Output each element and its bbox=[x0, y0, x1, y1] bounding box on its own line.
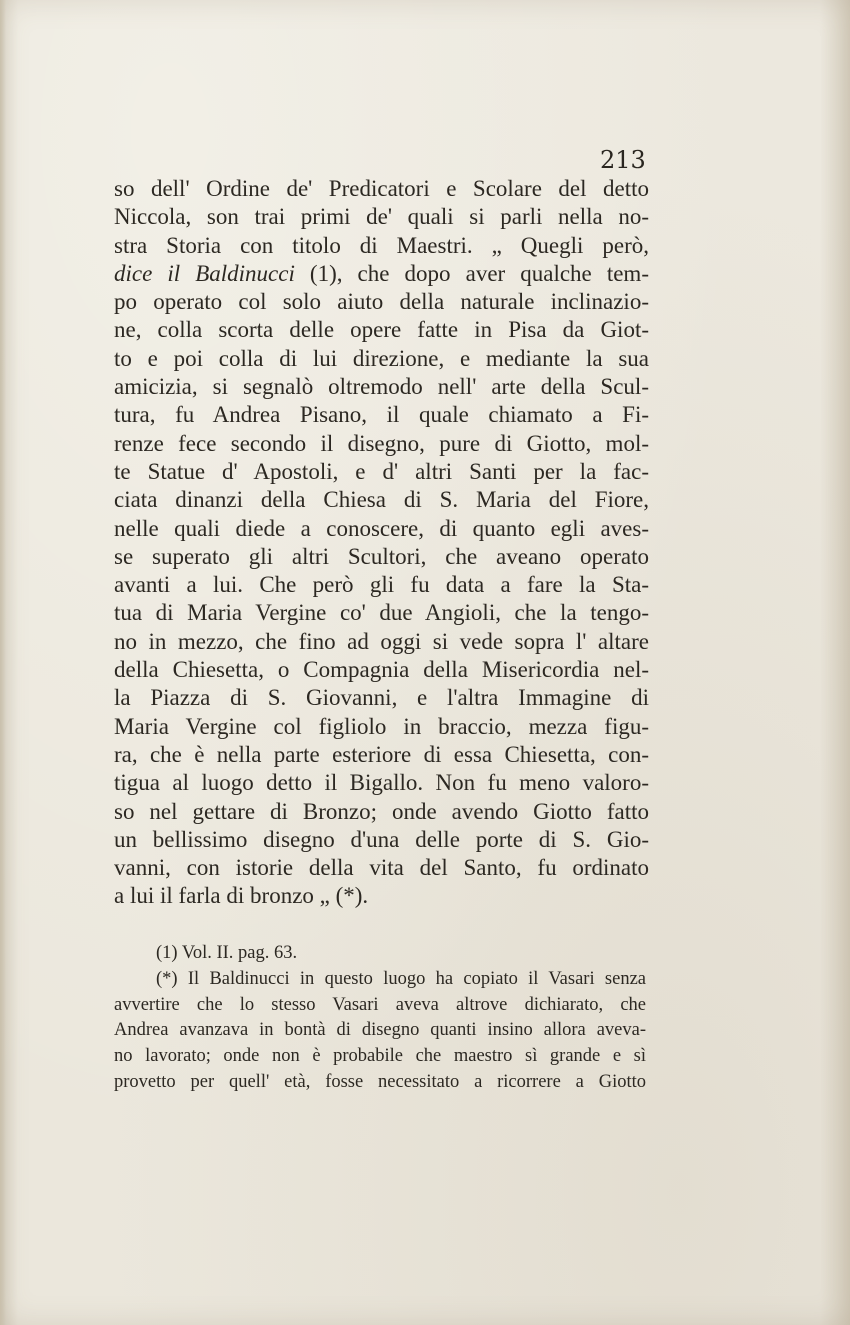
body-line-1: so dell' Ordine de' Predicatori e Scolare del detto bbox=[114, 176, 649, 201]
footnote-1: (1) Vol. II. pag. 63. bbox=[156, 943, 298, 963]
page-edge-shadow bbox=[0, 0, 6, 1325]
body-line-26: a lui il farla di bronzo „ (*). bbox=[114, 883, 369, 909]
body-line-4-rest: (1), che dopo aver qualche tem- bbox=[294, 260, 649, 286]
body-line-4 bbox=[114, 260, 649, 288]
italic-author-name: dice il Baldinucci bbox=[114, 260, 295, 286]
body-line-17: no in mezzo, che fino ad oggi si vede sopra l' altare bbox=[114, 628, 649, 654]
footnote-2-line-3: Andrea avanzava in bontà di disegno quanti insino allora aveva- bbox=[114, 1020, 646, 1041]
body-line-25: vanni, con istorie della vita del Santo, fu ordinato bbox=[114, 855, 649, 881]
body-line-7: to e poi colla di lui direzione, e mediante la sua bbox=[114, 345, 649, 371]
footnote-2-line-1: (*) Il Baldinucci in questo luogo ha copiato il Vasari senza bbox=[156, 968, 646, 989]
footnote-2-line-4: no lavorato; onde non è probabile che maestro sì grande e sì bbox=[114, 1046, 646, 1067]
body-line-16: tua di Maria Vergine co' due Angioli, che la tengo- bbox=[114, 600, 649, 626]
body-line-15: avanti a lui. Che però gli fu data a fare la Sta- bbox=[114, 572, 649, 598]
body-line-3: stra Storia con titolo di Maestri. „ Quegli però, bbox=[114, 232, 649, 258]
body-line-11: te Statue d' Apostoli, e d' altri Santi per la fac- bbox=[114, 458, 649, 484]
body-line-18: della Chiesetta, o Compagnia della Misericordia nel- bbox=[114, 657, 649, 683]
body-line-5: po operato col solo aiuto della naturale inclinazio- bbox=[114, 289, 649, 315]
body-line-12: ciata dinanzi della Chiesa di S. Maria del Fiore, bbox=[114, 487, 649, 513]
body-line-14: se superato gli altri Scultori, che aveano operato bbox=[114, 543, 649, 569]
footnote-2-line-5: provetto per quell' età, fosse necessitato a ricorrere a Giotto bbox=[114, 1071, 646, 1092]
body-line-21: ra, che è nella parte esteriore di essa Chiesetta, con- bbox=[114, 741, 649, 767]
body-line-6: ne, colla scorta delle opere fatte in Pisa da Giot- bbox=[114, 317, 649, 343]
body-line-20: Maria Vergine col figliolo in braccio, mezza figu- bbox=[114, 713, 649, 739]
body-line-2: Niccola, son trai primi de' quali si parli nella no- bbox=[114, 204, 649, 230]
body-line-9: tura, fu Andrea Pisano, il quale chiamato a Fi- bbox=[114, 402, 649, 428]
body-line-8: amicizia, si segnalò oltremodo nell' arte della Scul- bbox=[114, 374, 649, 400]
body-text bbox=[114, 175, 649, 911]
body-line-13: nelle quali diede a conoscere, di quanto egli aves- bbox=[114, 515, 649, 541]
page-number: 213 bbox=[600, 146, 646, 174]
body-line-22: tigua al luogo detto il Bigallo. Non fu meno valoro- bbox=[114, 770, 649, 796]
body-line-23: so nel gettare di Bronzo; onde avendo Giotto fatto bbox=[114, 798, 649, 824]
footnotes bbox=[114, 941, 646, 1096]
body-line-10: renze fece secondo il disegno, pure di Giotto, mol- bbox=[114, 430, 649, 456]
footnote-2-line-2: avvertire che lo stesso Vasari aveva altrove dichiarato, che bbox=[114, 994, 646, 1015]
body-line-24: un bellissimo disegno d'una delle porte di S. Gio- bbox=[114, 826, 649, 852]
body-line-19: la Piazza di S. Giovanni, e l'altra Immagine di bbox=[114, 685, 649, 711]
